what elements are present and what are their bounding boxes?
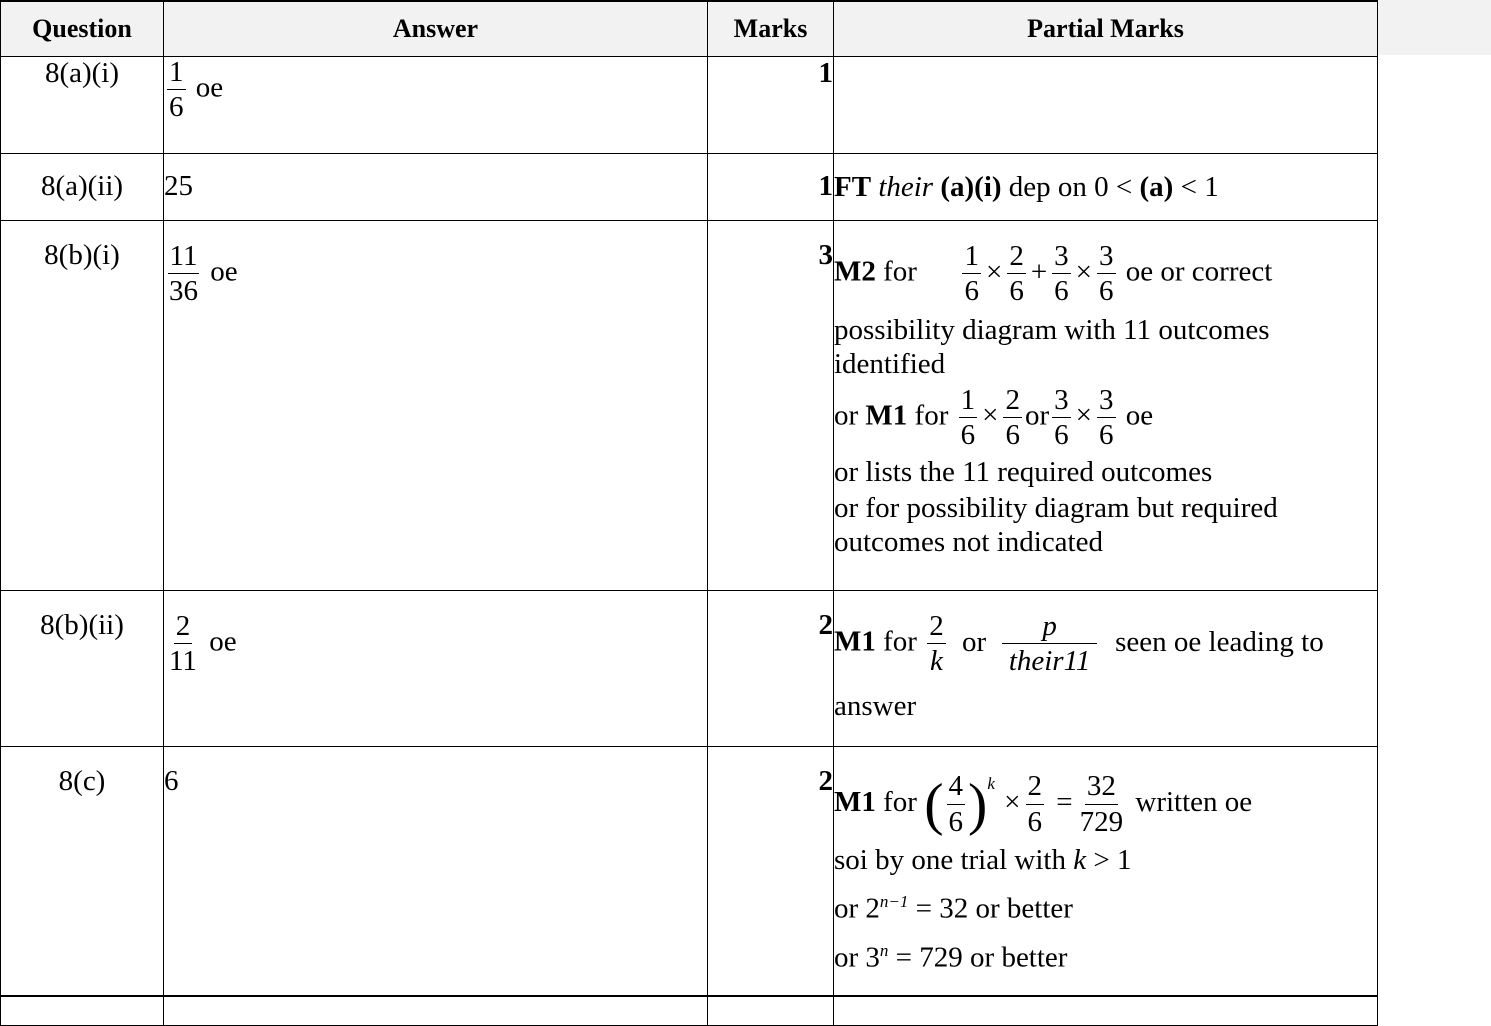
partial-marks-cell: M2 for $\frac{1}{6}$ × $\frac{2}{6}$ + $\frac{3}{6}$ × $\frac{3}{6}$ oe or correct possibility diagram with 11 outcomes identified or M1 for $\frac{1}{6}$ × $\frac{2}{6}$ or $\frac{3}{6}$ × $\frac{3}{6}$ oe or lists the 11 required outcomes or for possibility diagram but required outcomes not indicated [834, 221, 1378, 591]
answer-fraction: $\frac{1}{6}$ [169, 56, 184, 124]
answer-fraction: $\frac{11}{36}$ [169, 240, 198, 308]
partial-marks-cell [834, 57, 1378, 154]
header-question: Question [1, 1, 164, 57]
answer-fraction: $\frac{2}{11}$ [169, 610, 197, 678]
question-cell: 8(b)(i) [1, 221, 164, 591]
table-row [1, 591, 1378, 747]
question-cell: 8(a)(ii) [1, 154, 164, 221]
header-partial-marks: Partial Marks [834, 1, 1378, 57]
question-cell: 8(c) [1, 747, 164, 996]
marks-cell: 2 [708, 747, 834, 996]
answer-cell: $\frac{2}{11}$ oe [164, 591, 708, 747]
table-row [1, 154, 1378, 221]
header-row [1, 1, 1378, 57]
question-cell: 8(a)(i) [1, 57, 164, 154]
partial-marks-cell: M1 for $\frac{2}{k}$ or $\frac{p}{\text{their11}}$ seen oe leading to answer [834, 591, 1378, 747]
header-strip [1376, 0, 1491, 55]
marks-cell: 2 [708, 591, 834, 747]
table-row [1, 747, 1378, 996]
table-row [1, 996, 1378, 1026]
partial-line-m1: M1 for $\frac{2}{k}$ or $\frac{p}{\text{their11}}$ seen oe leading to [834, 610, 1324, 678]
partial-line-m2: M2 for $\frac{1}{6}$ × $\frac{2}{6}$ + $\frac{3}{6}$ × $\frac{3}{6}$ oe or correct [834, 240, 1273, 308]
partial-line-m1: M1 for ( $\frac{4}{6}$ )$^k$ × $\frac{2}{6}$ = $\frac{32}{729}$ written oe [834, 770, 1253, 838]
marks-cell: 1 [708, 154, 834, 221]
table-row [1, 221, 1378, 591]
answer-cell: 6 [164, 747, 708, 996]
partial-marks-cell: FT their (a)(i) dep on 0 < (a) < 1 [834, 154, 1378, 221]
answer-cell: $\frac{1}{6}$ oe [164, 57, 708, 154]
table-row [1, 57, 1378, 154]
partial-marks-cell [834, 747, 1378, 996]
question-cell: 8(b)(ii) [1, 591, 164, 747]
marks-cell: 3 [708, 221, 834, 591]
partial-line-soi: soi by one trial with k > 1 [834, 844, 1132, 877]
partial-line-power3: or 3$^n$ = 729 or better [834, 940, 1068, 974]
partial-line-m1: or M1 for $\frac{1}{6}$ × $\frac{2}{6}$ or $\frac{3}{6}$ × $\frac{3}{6}$ oe [834, 383, 1154, 452]
header-marks: Marks [708, 1, 834, 57]
answer-cell: 25 [164, 154, 708, 221]
partial-line-power2: or $2^{n-1} = 32$ or better [834, 892, 1073, 925]
answer-cell: $\frac{11}{36}$ oe [164, 221, 708, 591]
marks-cell: 1 [708, 57, 834, 154]
header-answer: Answer [164, 1, 708, 57]
